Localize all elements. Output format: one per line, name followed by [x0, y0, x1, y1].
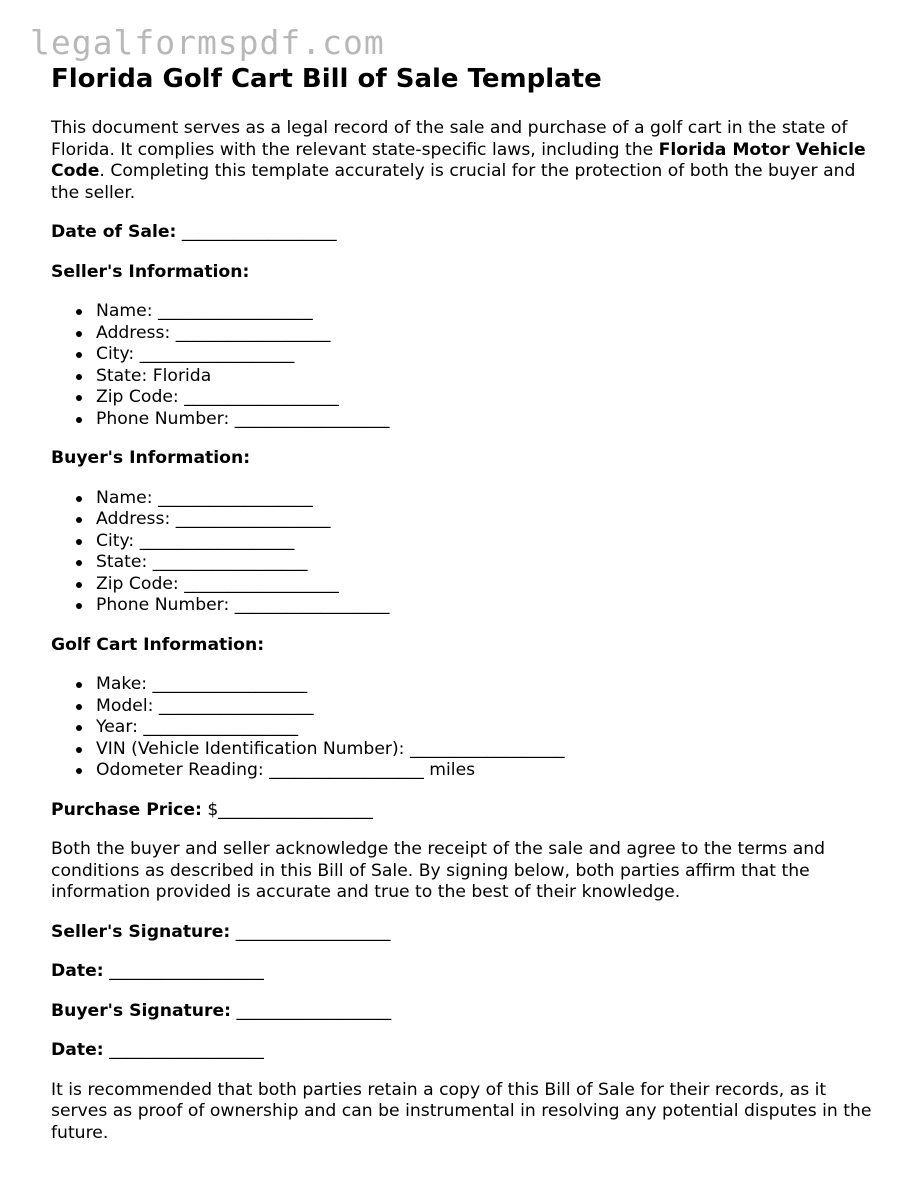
buyer-name-blank[interactable]: __________________ — [157, 487, 313, 508]
cart-vin-label: VIN (Vehicle Identification Number): — [96, 738, 405, 759]
seller-info-heading: Seller's Information: — [51, 261, 250, 282]
cart-year-label: Year: — [96, 717, 138, 737]
list-item — [96, 717, 881, 739]
list-item — [96, 509, 881, 531]
list-item — [96, 301, 881, 323]
buyer-state-label: State: — [96, 552, 148, 572]
intro-text-2: . Completing this template accurately is crucial for the protection of both the buyer and the seller. — [51, 161, 856, 203]
buyer-zip-label: Zip Code: — [96, 573, 179, 594]
list-item — [96, 488, 881, 510]
seller-phone-label: Phone Number: — [96, 408, 230, 429]
list-item — [96, 531, 881, 553]
seller-zip-blank[interactable]: __________________ — [184, 387, 339, 407]
seller-name-blank[interactable]: __________________ — [157, 301, 313, 321]
watermark: legalformspdf.com — [30, 23, 385, 62]
seller-date-field — [51, 961, 881, 983]
buyer-name-label: Name: — [96, 487, 153, 508]
seller-date-blank[interactable]: __________________ — [109, 961, 264, 981]
buyer-state-blank[interactable]: __________________ — [152, 552, 308, 572]
buyer-zip-blank[interactable]: __________________ — [184, 573, 339, 594]
buyer-info-list — [51, 488, 881, 617]
purchase-price-field — [51, 800, 881, 822]
purchase-price-label: Purchase Price: — [51, 799, 202, 820]
cart-make-label: Make: — [96, 674, 148, 694]
cart-vin-blank[interactable]: __________________ — [409, 738, 565, 759]
buyer-date-field — [51, 1040, 881, 1062]
list-item — [96, 387, 881, 409]
buyer-address-label: Address: — [96, 509, 171, 529]
seller-state-label: State: — [96, 365, 148, 386]
list-item — [96, 595, 881, 617]
buyer-signature-field — [51, 1001, 881, 1023]
list-item — [96, 344, 881, 366]
document — [51, 62, 881, 1144]
buyer-phone-blank[interactable]: __________________ — [234, 595, 390, 615]
list-item — [96, 366, 881, 388]
list-item — [96, 696, 881, 718]
buyer-signature-label: Buyer's Signature: — [51, 1000, 232, 1021]
cart-odometer-blank[interactable]: __________________ miles — [269, 760, 476, 780]
seller-address-blank[interactable]: __________________ — [175, 322, 331, 343]
list-item — [96, 674, 881, 696]
list-item — [96, 760, 881, 782]
seller-address-label: Address: — [96, 322, 171, 343]
intro-text-1: This document serves as a legal record of the sale and purchase of a golf cart in the state of Florida. It complies with the relevant state-specific laws, including the — [51, 118, 848, 160]
purchase-price-blank[interactable]: $__________________ — [207, 799, 373, 820]
buyer-signature-blank[interactable]: __________________ — [236, 1000, 392, 1021]
buyer-city-blank[interactable]: __________________ — [139, 530, 295, 551]
buyer-address-blank[interactable]: __________________ — [175, 509, 331, 529]
buyer-date-label: Date: — [51, 1040, 104, 1060]
buyer-phone-label: Phone Number: — [96, 595, 230, 615]
seller-city-blank[interactable]: __________________ — [139, 344, 295, 364]
seller-state-value: Florida — [152, 365, 212, 386]
date-of-sale-field — [51, 222, 881, 244]
cart-year-blank[interactable]: __________________ — [143, 717, 299, 737]
cart-model-label: Model: — [96, 695, 154, 716]
buyer-info-heading: Buyer's Information: — [51, 448, 251, 468]
seller-name-label: Name: — [96, 301, 153, 321]
page-title: Florida Golf Cart Bill of Sale Template — [51, 64, 602, 94]
seller-signature-field — [51, 922, 881, 944]
cart-odometer-label: Odometer Reading: — [96, 760, 264, 780]
list-item — [96, 323, 881, 345]
list-item — [96, 409, 881, 431]
date-of-sale-blank[interactable]: __________________ — [181, 222, 337, 242]
intro-bold-code: Florida Motor Vehicle Code — [51, 139, 866, 181]
cart-make-blank[interactable]: __________________ — [152, 674, 308, 694]
acknowledgement-paragraph: Both the buyer and seller acknowledge the receipt of the sale and agree to the terms and conditions as described in this Bill of Sale. By signing below, both parties affirm that the information provided is accurate and true to the best of their knowledge. — [51, 839, 826, 902]
cart-model-blank[interactable]: __________________ — [158, 695, 314, 716]
list-item — [96, 739, 881, 761]
buyer-date-blank[interactable]: __________________ — [109, 1040, 264, 1060]
date-of-sale-label: Date of Sale: — [51, 222, 177, 242]
golf-cart-info-heading: Golf Cart Information: — [51, 634, 265, 655]
seller-signature-label: Seller's Signature: — [51, 921, 231, 942]
buyer-city-label: City: — [96, 530, 135, 551]
seller-info-list — [51, 301, 881, 430]
seller-zip-label: Zip Code: — [96, 387, 179, 407]
golf-cart-info-list — [51, 674, 881, 782]
list-item — [96, 552, 881, 574]
seller-date-label: Date: — [51, 961, 104, 981]
closing-paragraph: It is recommended that both parties retain a copy of this Bill of Sale for their records, as it serves as proof of ownership and can be instrumental in resolving any potential disputes in the future. — [51, 1079, 872, 1143]
seller-city-label: City: — [96, 344, 135, 364]
intro-paragraph — [51, 118, 881, 204]
seller-signature-blank[interactable]: __________________ — [235, 921, 391, 942]
list-item — [96, 574, 881, 596]
seller-phone-blank[interactable]: __________________ — [234, 408, 390, 429]
